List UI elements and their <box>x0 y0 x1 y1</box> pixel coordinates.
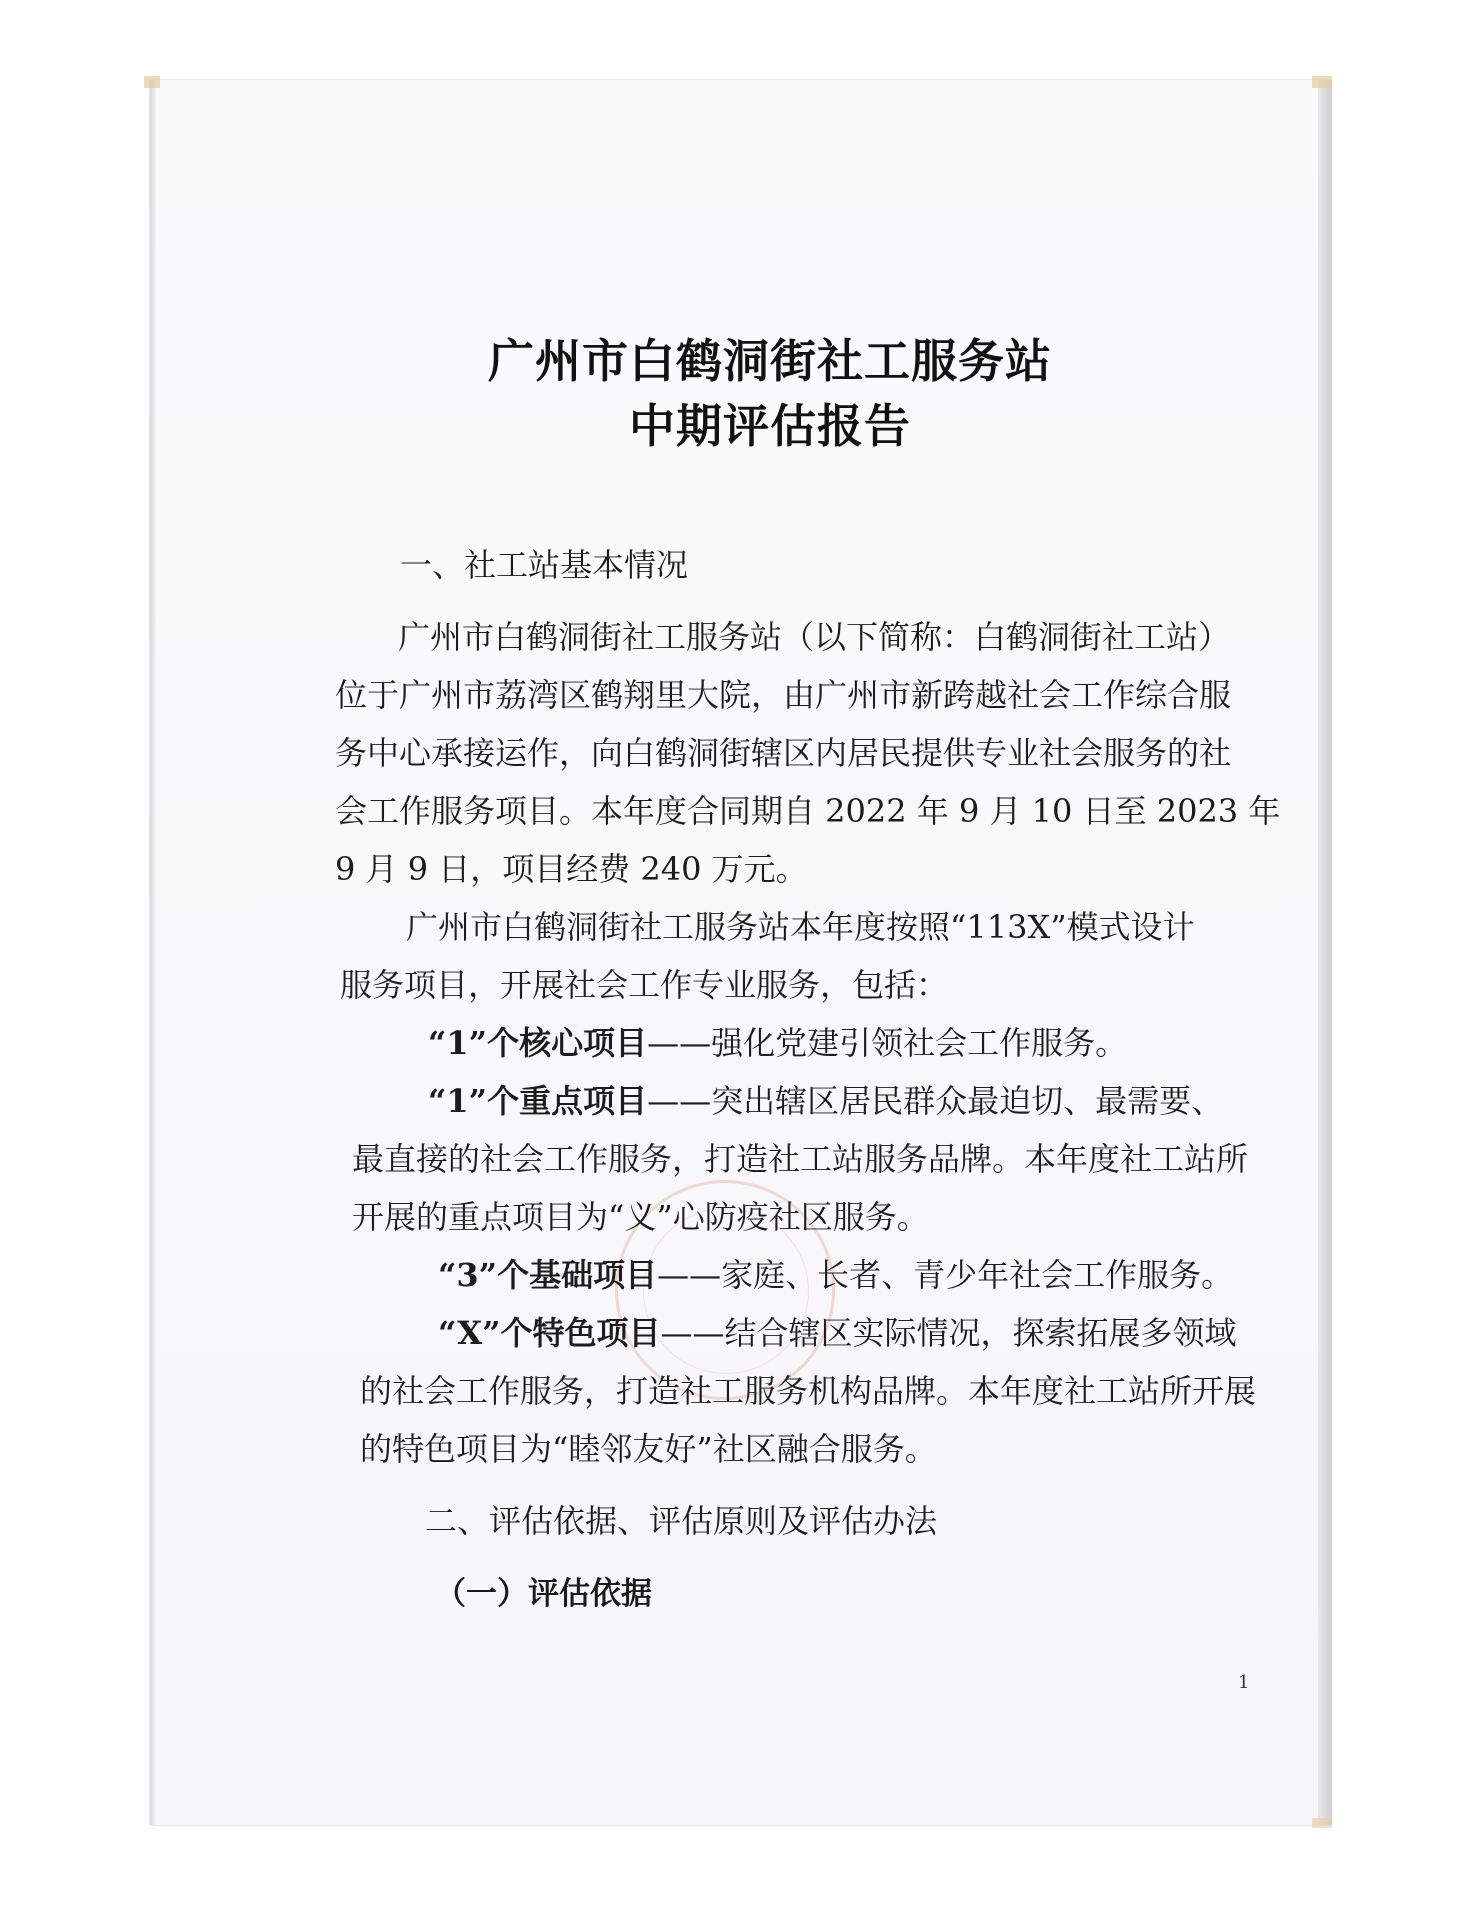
tape-bottom-right <box>1312 1818 1332 1828</box>
item-feature-label: “X”个特色项目 <box>438 1314 661 1352</box>
para2-line1: 广州市白鹤洞街社工服务站本年度按照“113X”模式设计 <box>406 908 1195 946</box>
item-feature-project <box>438 1308 1237 1354</box>
para1-line1: 广州市白鹤洞街社工服务站（以下简称：白鹤洞街社工站） <box>398 618 1231 656</box>
item-key-text-line2: 最直接的社会工作服务，打造社工站服务品牌。本年度社工站所 <box>352 1140 1249 1178</box>
para2-line2: 服务项目，开展社会工作专业服务，包括： <box>340 966 949 1004</box>
item-core-project <box>428 1018 1127 1064</box>
item-feature-text-line3: 的特色项目为“睦邻友好”社区融合服务。 <box>360 1430 937 1468</box>
page-number: 1 <box>1238 1672 1250 1693</box>
document-title-line1: 广州市白鹤洞街社工服务站 <box>488 334 1052 388</box>
para1-line4: 会工作服务项目。本年度合同期自 2022 年 9 月 10 日至 2023 年 <box>335 792 1281 830</box>
item-key-text-line1: ——突出辖区居民群众最迫切、最需要、 <box>647 1082 1224 1120</box>
item-key-text-line3: 开展的重点项目为“义”心防疫社区服务。 <box>352 1198 929 1236</box>
item-feature-text-line2: 的社会工作服务，打造社工服务机构品牌。本年度社工站所开展 <box>360 1372 1257 1410</box>
item-basic-project <box>438 1250 1233 1296</box>
item-basic-label: “3”个基础项目 <box>438 1256 658 1294</box>
item-core-label: “1”个核心项目 <box>428 1024 648 1062</box>
section1-heading: 一、社工站基本情况 <box>400 546 689 584</box>
document-title-line2: 中期评估报告 <box>629 399 911 453</box>
item-core-text: ——强化党建引领社会工作服务。 <box>647 1024 1128 1062</box>
tape-top-right <box>1312 76 1332 88</box>
item-key-project <box>428 1076 1223 1122</box>
para1-line5: 9 月 9 日，项目经费 240 万元。 <box>335 850 808 888</box>
item-basic-text: ——家庭、长者、青少年社会工作服务。 <box>657 1256 1234 1294</box>
section2-sub1-heading: （一）评估依据 <box>435 1576 652 1612</box>
para1-line2: 位于广州市荔湾区鹤翔里大院，由广州市新跨越社会工作综合服 <box>335 676 1232 714</box>
section2-heading: 二、评估依据、评估原则及评估办法 <box>425 1502 938 1540</box>
tape-top-left <box>144 76 160 88</box>
item-key-label: “1”个重点项目 <box>428 1082 648 1120</box>
item-feature-text-line1: ——结合辖区实际情况，探索拓展多领域 <box>660 1314 1237 1352</box>
para1-line3: 务中心承接运作，向白鹤洞街辖区内居民提供专业社会服务的社 <box>335 734 1232 772</box>
